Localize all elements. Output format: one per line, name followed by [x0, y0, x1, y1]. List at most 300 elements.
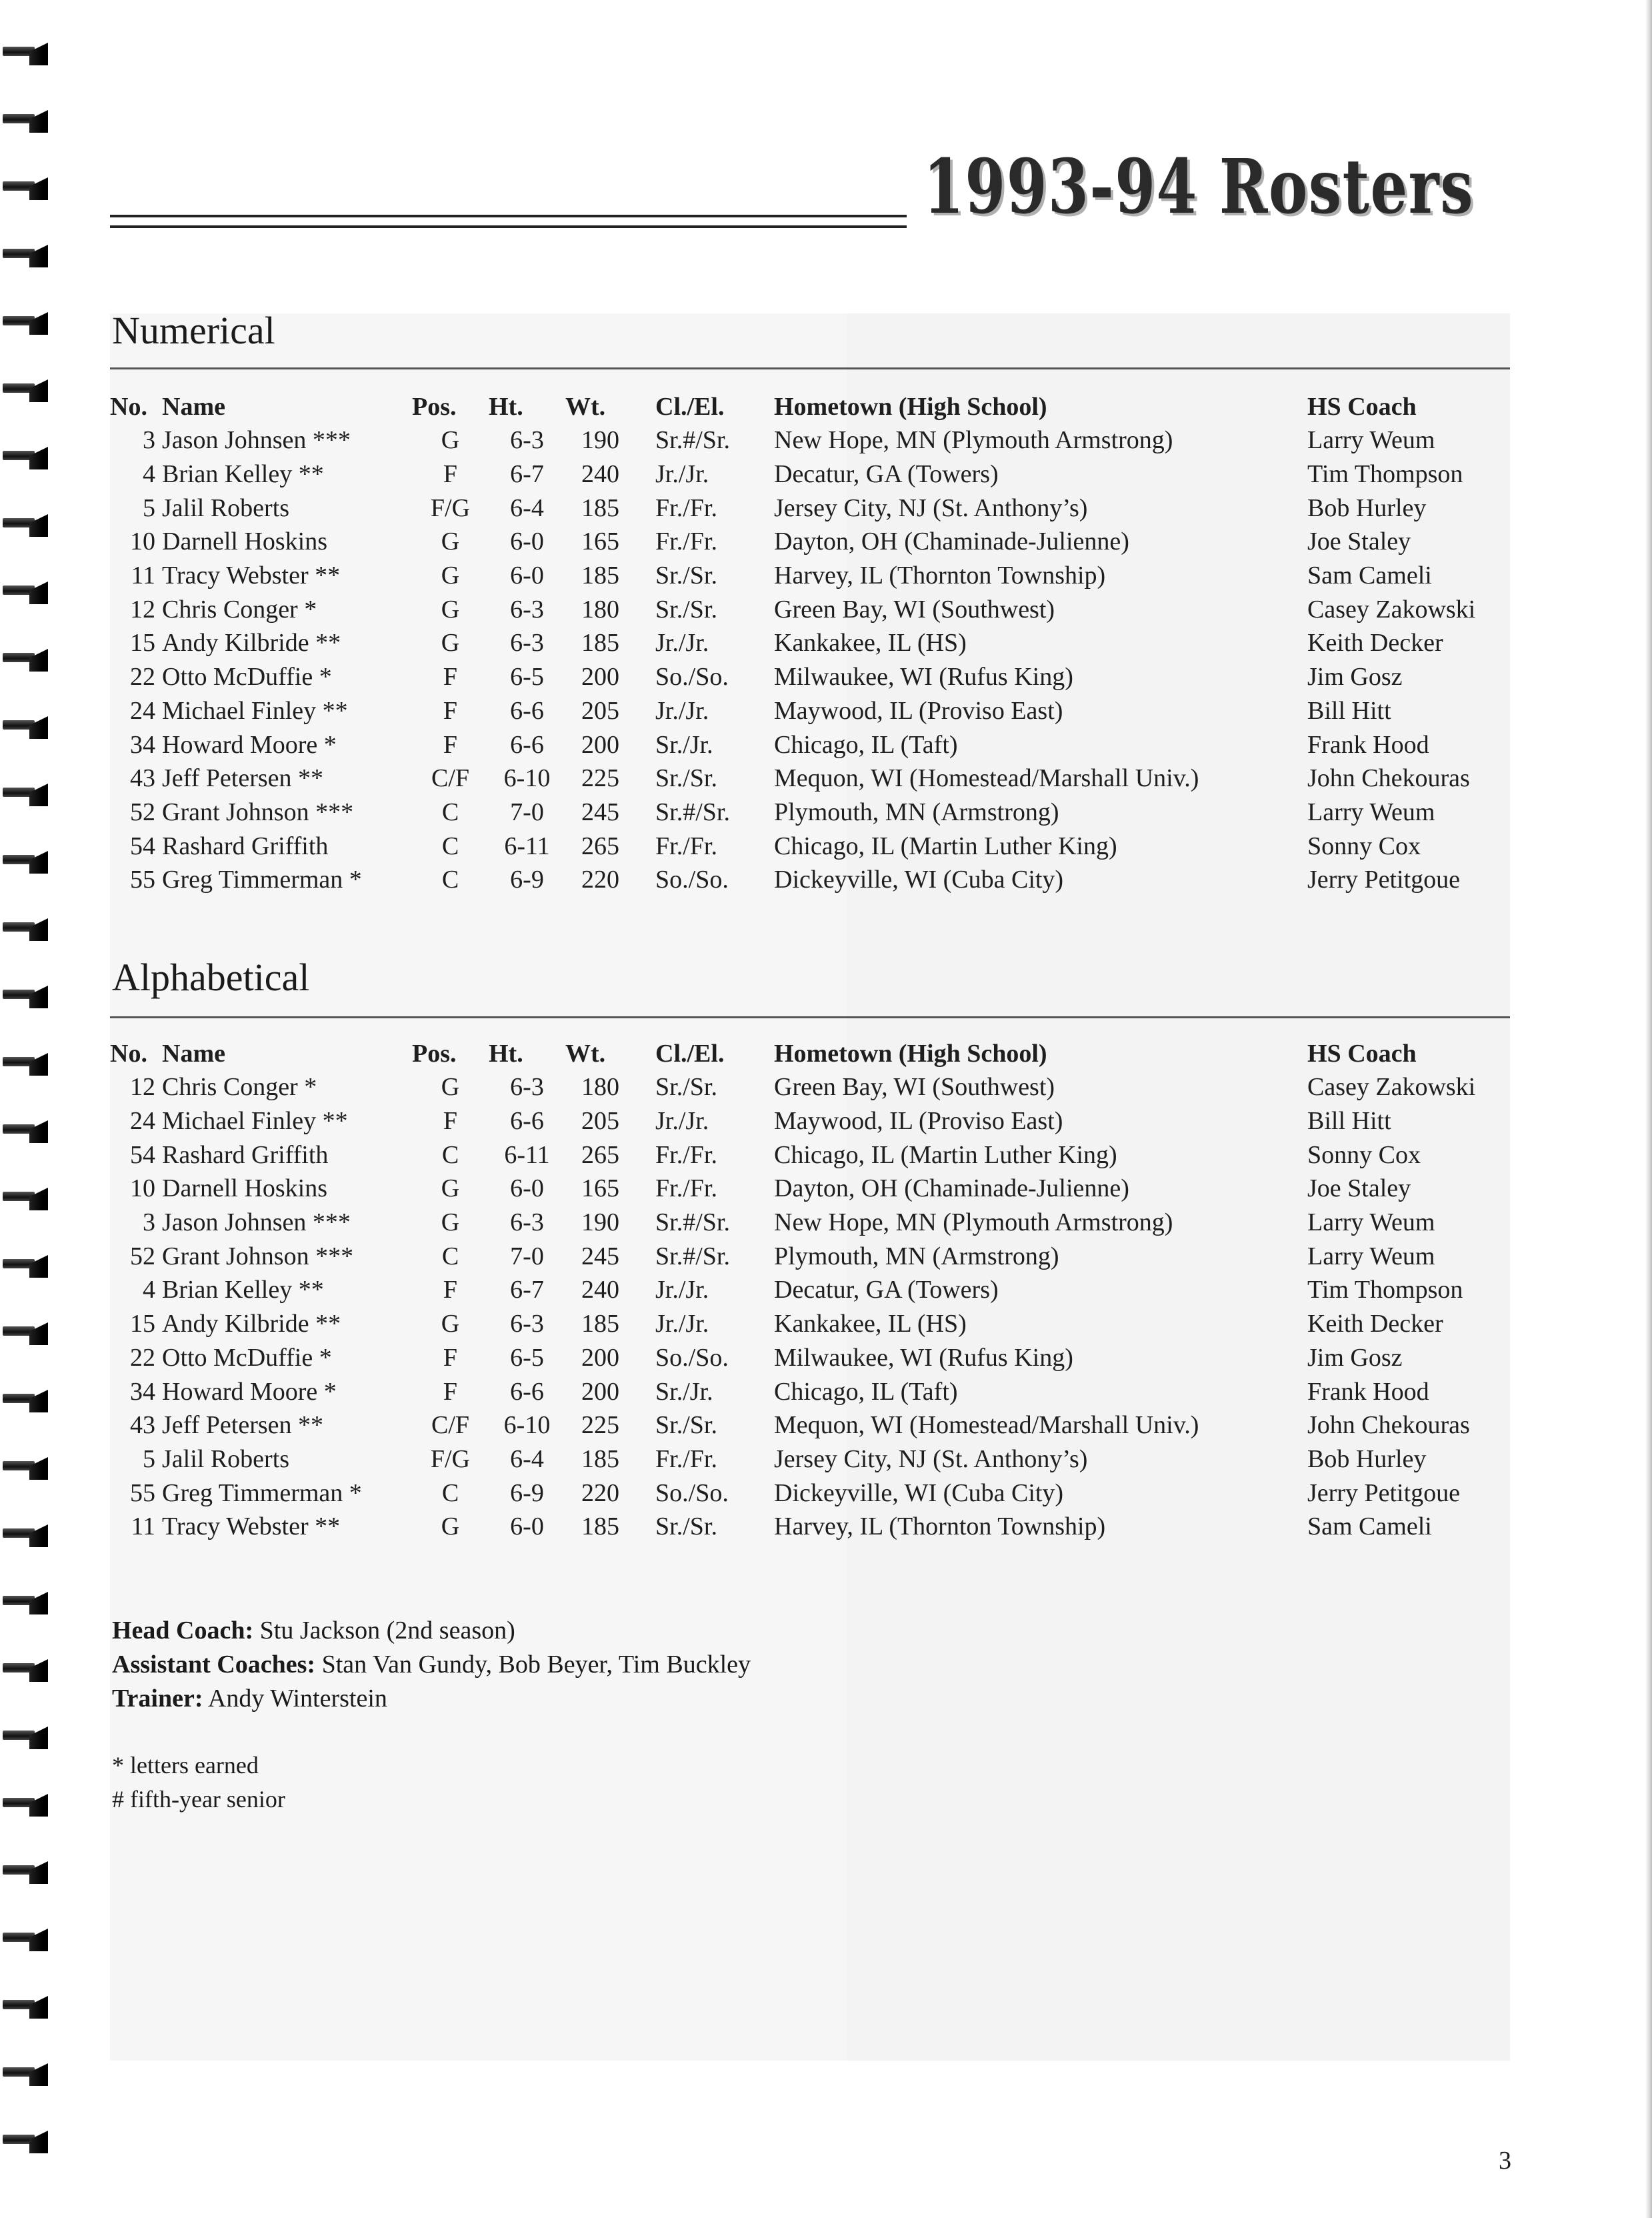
player-hs-coach: Larry Weum: [1307, 798, 1435, 826]
binding-ring: [3, 242, 48, 269]
binding-ring: [3, 1791, 48, 1818]
player-weight: 185: [581, 1512, 619, 1541]
player-class: Fr./Fr.: [655, 527, 717, 556]
table-row: [110, 829, 1507, 863]
player-weight: 185: [581, 493, 619, 522]
player-weight: 205: [581, 1107, 619, 1136]
player-height: 6-11: [504, 832, 550, 860]
player-position: G: [441, 629, 460, 658]
player-weight: 165: [581, 1174, 619, 1203]
player-weight: 185: [581, 1444, 619, 1473]
player-name: Greg Timmerman *: [162, 1478, 362, 1507]
player-hometown: Plymouth, MN (Armstrong): [774, 798, 1059, 826]
player-hs-coach: Larry Weum: [1307, 426, 1435, 455]
player-class: Sr.#/Sr.: [655, 426, 730, 455]
player-number: 4: [143, 1276, 155, 1304]
player-position: F: [443, 1377, 458, 1406]
table-row: [110, 559, 1507, 593]
table-row: [110, 592, 1507, 626]
player-weight: 200: [581, 663, 619, 692]
player-name: Darnell Hoskins: [162, 1174, 328, 1203]
table-row: [110, 1239, 1507, 1273]
table-row: [110, 1104, 1507, 1138]
player-class: Sr.#/Sr.: [655, 1242, 730, 1270]
player-number: 10: [130, 527, 155, 556]
player-name: Tracy Webster **: [162, 562, 341, 590]
player-hometown: Maywood, IL (Proviso East): [774, 696, 1063, 725]
player-weight: 225: [581, 764, 619, 793]
player-weight: 180: [581, 595, 619, 624]
player-class: Sr./Sr.: [655, 1411, 717, 1440]
player-number: 34: [130, 730, 155, 759]
table-row: [110, 626, 1507, 660]
player-height: 6-3: [510, 1208, 544, 1237]
player-number: 43: [130, 764, 155, 793]
player-position: C/F: [431, 764, 470, 793]
player-position: F: [443, 1107, 458, 1136]
player-position: G: [441, 1310, 460, 1338]
player-hs-coach: Joe Staley: [1307, 527, 1411, 556]
player-name: Jeff Petersen **: [162, 764, 324, 793]
player-number: 5: [143, 1444, 155, 1473]
assistant-coaches-label: Assistant Coaches:: [112, 1650, 316, 1679]
player-hometown: Plymouth, MN (Armstrong): [774, 1242, 1059, 1270]
table-header-row: [110, 390, 1507, 423]
binding-ring: [3, 916, 48, 942]
player-name: Jalil Roberts: [162, 1444, 290, 1473]
binding-ring: [3, 983, 48, 1010]
alphabetical-roster-body: [110, 1070, 1507, 1544]
player-weight: 205: [581, 696, 619, 725]
spiral-binding: [0, 40, 53, 2214]
player-name: Otto McDuffie *: [162, 663, 332, 692]
player-height: 6-6: [510, 1377, 544, 1406]
numerical-roster-body: [110, 423, 1507, 897]
table-header-row: [110, 1037, 1507, 1070]
player-height: 6-0: [510, 1512, 544, 1541]
player-weight: 200: [581, 730, 619, 759]
col-name-header: Name: [162, 393, 225, 421]
table-row: [110, 1070, 1507, 1104]
player-hometown: Milwaukee, WI (Rufus King): [774, 1343, 1073, 1372]
coaching-staff: [112, 1614, 751, 1716]
player-number: 12: [130, 595, 155, 624]
player-number: 15: [130, 1310, 155, 1338]
player-height: 6-9: [510, 866, 544, 894]
player-hometown: Maywood, IL (Proviso East): [774, 1107, 1063, 1136]
table-row: [110, 660, 1507, 694]
player-class: Fr./Fr.: [655, 493, 717, 522]
player-position: G: [441, 527, 460, 556]
player-number: 52: [130, 1242, 155, 1270]
player-height: 6-3: [510, 426, 544, 455]
player-number: 12: [130, 1073, 155, 1102]
binding-ring: [3, 1050, 48, 1077]
player-height: 6-7: [510, 1276, 544, 1304]
player-hs-coach: Sonny Cox: [1307, 1140, 1421, 1169]
player-hometown: Chicago, IL (Martin Luther King): [774, 1140, 1117, 1169]
player-hometown: Dickeyville, WI (Cuba City): [774, 1478, 1064, 1507]
player-height: 6-4: [510, 1444, 544, 1473]
player-number: 5: [143, 493, 155, 522]
player-height: 6-3: [510, 1310, 544, 1338]
player-weight: 185: [581, 629, 619, 658]
title-rule: [110, 215, 907, 228]
col-cl-header: Cl./El.: [655, 1040, 725, 1068]
player-weight: 200: [581, 1343, 619, 1372]
col-ht-header: Ht.: [489, 393, 523, 421]
player-number: 52: [130, 798, 155, 826]
player-name: Michael Finley **: [162, 1107, 348, 1136]
binding-ring: [3, 1252, 48, 1279]
player-hometown: Dayton, OH (Chaminade-Julienne): [774, 527, 1129, 556]
col-no-header: No.: [110, 1040, 147, 1068]
binding-ring: [3, 1656, 48, 1683]
player-name: Michael Finley **: [162, 696, 348, 725]
player-name: Jason Johnsen ***: [162, 1208, 351, 1237]
player-height: 6-6: [510, 1107, 544, 1136]
player-class: So./So.: [655, 1343, 729, 1372]
player-hs-coach: Bob Hurley: [1307, 493, 1427, 522]
binding-ring: [3, 377, 48, 403]
player-weight: 240: [581, 460, 619, 489]
player-hs-coach: Casey Zakowski: [1307, 595, 1476, 624]
trainer-line: [112, 1682, 751, 1716]
player-name: Jason Johnsen ***: [162, 426, 351, 455]
table-row: [110, 1138, 1507, 1172]
binding-ring: [3, 1859, 48, 1885]
player-class: Fr./Fr.: [655, 1444, 717, 1473]
player-name: Jeff Petersen **: [162, 1411, 324, 1440]
player-position: C: [441, 832, 459, 860]
player-hs-coach: Frank Hood: [1307, 1377, 1429, 1406]
page-number: 3: [1499, 2147, 1511, 2175]
player-name: Andy Kilbride **: [162, 1310, 341, 1338]
player-hometown: Decatur, GA (Towers): [774, 460, 999, 489]
binding-ring: [3, 646, 48, 673]
player-hometown: Chicago, IL (Martin Luther King): [774, 832, 1117, 860]
player-hs-coach: Jim Gosz: [1307, 663, 1403, 692]
alphabetical-rule: [110, 1016, 1510, 1018]
player-hs-coach: Larry Weum: [1307, 1242, 1435, 1270]
col-coach-header: HS Coach: [1307, 393, 1417, 421]
player-weight: 245: [581, 1242, 619, 1270]
table-row: [110, 1408, 1507, 1442]
table-row: [110, 1172, 1507, 1206]
player-hometown: Green Bay, WI (Southwest): [774, 595, 1055, 624]
player-weight: 190: [581, 1208, 619, 1237]
player-position: F: [443, 730, 458, 759]
player-weight: 220: [581, 1478, 619, 1507]
binding-ring: [3, 1387, 48, 1414]
player-name: Andy Kilbride **: [162, 629, 341, 658]
binding-ring: [3, 1993, 48, 2020]
player-name: Chris Conger *: [162, 1073, 317, 1102]
table-row: [110, 1206, 1507, 1240]
player-hometown: Decatur, GA (Towers): [774, 1276, 999, 1304]
player-name: Jalil Roberts: [162, 493, 290, 522]
player-name: Grant Johnson ***: [162, 798, 354, 826]
trainer-label: Trainer:: [112, 1685, 203, 1713]
player-hs-coach: Casey Zakowski: [1307, 1073, 1476, 1102]
player-hometown: Dickeyville, WI (Cuba City): [774, 866, 1064, 894]
player-hometown: Milwaukee, WI (Rufus King): [774, 663, 1073, 692]
binding-ring: [3, 579, 48, 606]
player-number: 22: [130, 663, 155, 692]
player-height: 7-0: [510, 1242, 544, 1270]
player-weight: 200: [581, 1377, 619, 1406]
player-hs-coach: Tim Thompson: [1307, 1276, 1463, 1304]
player-hometown: New Hope, MN (Plymouth Armstrong): [774, 1208, 1173, 1237]
player-number: 55: [130, 1478, 155, 1507]
player-weight: 185: [581, 1310, 619, 1338]
player-hometown: New Hope, MN (Plymouth Armstrong): [774, 426, 1173, 455]
player-class: Sr./Sr.: [655, 1073, 717, 1102]
player-height: 6-7: [510, 460, 544, 489]
binding-ring: [3, 175, 48, 201]
player-hometown: Chicago, IL (Taft): [774, 730, 958, 759]
player-position: G: [441, 562, 460, 590]
player-class: Fr./Fr.: [655, 1140, 717, 1169]
col-ht-header: Ht.: [489, 1040, 523, 1068]
binding-ring: [3, 2061, 48, 2087]
player-class: Jr./Jr.: [655, 1276, 709, 1304]
player-class: Sr./Sr.: [655, 595, 717, 624]
player-hometown: Jersey City, NJ (St. Anthony’s): [774, 1444, 1088, 1473]
player-class: Jr./Jr.: [655, 629, 709, 658]
player-hometown: Jersey City, NJ (St. Anthony’s): [774, 493, 1088, 522]
player-class: So./So.: [655, 866, 729, 894]
player-height: 6-10: [503, 764, 551, 793]
player-hs-coach: Bill Hitt: [1307, 1107, 1391, 1136]
binding-ring: [3, 714, 48, 740]
player-hometown: Mequon, WI (Homestead/Marshall Univ.): [774, 764, 1199, 793]
player-number: 54: [130, 832, 155, 860]
player-hs-coach: Jerry Petitgoue: [1307, 866, 1461, 894]
player-hometown: Mequon, WI (Homestead/Marshall Univ.): [774, 1411, 1199, 1440]
player-class: Fr./Fr.: [655, 1174, 717, 1203]
player-number: 3: [143, 426, 155, 455]
player-height: 6-3: [510, 595, 544, 624]
player-weight: 185: [581, 562, 619, 590]
player-height: 6-6: [510, 696, 544, 725]
player-number: 11: [131, 1512, 155, 1541]
player-position: C: [441, 1242, 459, 1270]
binding-ring: [3, 1589, 48, 1616]
table-row: [110, 1442, 1507, 1476]
table-row: [110, 1307, 1507, 1341]
player-number: 43: [130, 1411, 155, 1440]
player-name: Tracy Webster **: [162, 1512, 341, 1541]
player-hometown: Dayton, OH (Chaminade-Julienne): [774, 1174, 1129, 1203]
player-class: Fr./Fr.: [655, 832, 717, 860]
player-height: 6-3: [510, 1073, 544, 1102]
player-name: Brian Kelley **: [162, 1276, 324, 1304]
player-class: Sr./Sr.: [655, 764, 717, 793]
player-position: C: [441, 798, 459, 826]
binding-ring: [3, 848, 48, 875]
binding-ring: [3, 2128, 48, 2155]
table-row: [110, 491, 1507, 525]
col-hometown-header: Hometown (High School): [774, 1040, 1047, 1068]
col-wt-header: Wt.: [565, 1040, 606, 1068]
player-position: F: [443, 1276, 458, 1304]
player-height: 6-0: [510, 527, 544, 556]
player-number: 3: [143, 1208, 155, 1237]
alphabetical-roster-table: [110, 1037, 1507, 1544]
binding-ring: [3, 1724, 48, 1751]
assistant-coaches-line: [112, 1648, 751, 1682]
table-row: [110, 1510, 1507, 1544]
table-row: [110, 728, 1507, 762]
player-class: Sr./Sr.: [655, 562, 717, 590]
player-height: 6-5: [510, 1343, 544, 1372]
head-coach-label: Head Coach:: [112, 1616, 254, 1644]
col-pos-header: Pos.: [412, 393, 457, 421]
binding-ring: [3, 1522, 48, 1548]
player-hometown: Kankakee, IL (HS): [774, 1310, 967, 1338]
col-pos-header: Pos.: [412, 1040, 457, 1068]
player-number: 24: [130, 1107, 155, 1136]
player-name: Brian Kelley **: [162, 460, 324, 489]
player-hs-coach: Keith Decker: [1307, 1310, 1443, 1338]
player-hs-coach: Sam Cameli: [1307, 1512, 1432, 1541]
player-name: Howard Moore *: [162, 730, 337, 759]
player-name: Otto McDuffie *: [162, 1343, 332, 1372]
player-hs-coach: John Chekouras: [1307, 764, 1470, 793]
player-height: 6-5: [510, 663, 544, 692]
player-height: 6-3: [510, 629, 544, 658]
player-position: F/G: [430, 1444, 471, 1473]
table-row: [110, 1476, 1507, 1510]
player-number: 55: [130, 866, 155, 894]
player-class: Jr./Jr.: [655, 696, 709, 725]
player-position: G: [441, 1208, 460, 1237]
numerical-heading: Numerical: [112, 309, 275, 352]
player-weight: 180: [581, 1073, 619, 1102]
player-weight: 190: [581, 426, 619, 455]
page-title: 1993-94 Rosters: [923, 143, 1474, 231]
table-row: [110, 762, 1507, 796]
player-number: 22: [130, 1343, 155, 1372]
numerical-roster-table: [110, 390, 1507, 897]
player-position: F: [443, 460, 458, 489]
player-hs-coach: Sonny Cox: [1307, 832, 1421, 860]
player-name: Rashard Griffith: [162, 832, 329, 860]
binding-ring: [3, 107, 48, 134]
binding-ring: [3, 511, 48, 538]
binding-ring: [3, 1926, 48, 1953]
player-number: 11: [131, 562, 155, 590]
player-class: Sr.#/Sr.: [655, 1208, 730, 1237]
player-position: G: [441, 426, 460, 455]
table-row: [110, 457, 1507, 491]
table-row: [110, 694, 1507, 728]
player-hs-coach: Larry Weum: [1307, 1208, 1435, 1237]
player-class: Sr./Jr.: [655, 730, 713, 759]
player-position: F: [443, 1343, 458, 1372]
player-height: 6-4: [510, 493, 544, 522]
numerical-rule: [110, 367, 1510, 369]
player-number: 24: [130, 696, 155, 725]
head-coach-line: [112, 1614, 751, 1648]
player-hometown: Kankakee, IL (HS): [774, 629, 967, 658]
binding-ring: [3, 1320, 48, 1346]
player-class: Jr./Jr.: [655, 1310, 709, 1338]
binding-ring: [3, 1454, 48, 1481]
player-hs-coach: Bill Hitt: [1307, 696, 1391, 725]
player-weight: 225: [581, 1411, 619, 1440]
player-hs-coach: Frank Hood: [1307, 730, 1429, 759]
player-class: So./So.: [655, 1478, 729, 1507]
binding-ring: [3, 1118, 48, 1144]
player-height: 6-6: [510, 730, 544, 759]
player-hs-coach: Tim Thompson: [1307, 460, 1463, 489]
player-weight: 220: [581, 866, 619, 894]
player-hs-coach: John Chekouras: [1307, 1411, 1470, 1440]
footnotes: [112, 1749, 285, 1817]
table-row: [110, 525, 1507, 559]
player-name: Rashard Griffith: [162, 1140, 329, 1169]
player-height: 6-11: [504, 1140, 550, 1169]
binding-ring: [3, 781, 48, 808]
player-hometown: Harvey, IL (Thornton Township): [774, 562, 1106, 590]
player-position: G: [441, 595, 460, 624]
player-hs-coach: Jim Gosz: [1307, 1343, 1403, 1372]
player-position: G: [441, 1073, 460, 1102]
page-edge: [1645, 0, 1652, 2218]
player-position: C: [441, 1140, 459, 1169]
player-position: C: [441, 866, 459, 894]
player-height: 6-9: [510, 1478, 544, 1507]
player-position: F/G: [430, 493, 471, 522]
head-coach-value: Stu Jackson (2nd season): [259, 1616, 515, 1644]
player-number: 10: [130, 1174, 155, 1203]
player-class: Sr.#/Sr.: [655, 798, 730, 826]
player-height: 7-0: [510, 798, 544, 826]
player-hometown: Chicago, IL (Taft): [774, 1377, 958, 1406]
player-position: F: [443, 696, 458, 725]
player-hometown: Harvey, IL (Thornton Township): [774, 1512, 1106, 1541]
table-row: [110, 796, 1507, 830]
binding-ring: [3, 40, 48, 67]
binding-ring: [3, 444, 48, 471]
player-hs-coach: Jerry Petitgoue: [1307, 1478, 1461, 1507]
col-coach-header: HS Coach: [1307, 1040, 1417, 1068]
table-row: [110, 1374, 1507, 1408]
table-row: [110, 1273, 1507, 1307]
player-weight: 265: [581, 1140, 619, 1169]
player-name: Greg Timmerman *: [162, 866, 362, 894]
player-hs-coach: Joe Staley: [1307, 1174, 1411, 1203]
col-name-header: Name: [162, 1040, 225, 1068]
trainer-value: Andy Winterstein: [207, 1685, 387, 1713]
table-row: [110, 1341, 1507, 1375]
table-row: [110, 423, 1507, 457]
player-hs-coach: Bob Hurley: [1307, 1444, 1427, 1473]
player-position: G: [441, 1512, 460, 1541]
player-weight: 165: [581, 527, 619, 556]
player-number: 4: [143, 460, 155, 489]
player-name: Darnell Hoskins: [162, 527, 328, 556]
player-number: 34: [130, 1377, 155, 1406]
player-position: C: [441, 1478, 459, 1507]
player-class: Sr./Sr.: [655, 1512, 717, 1541]
binding-ring: [3, 1185, 48, 1212]
player-hs-coach: Keith Decker: [1307, 629, 1443, 658]
player-name: Howard Moore *: [162, 1377, 337, 1406]
assistant-coaches-value: Stan Van Gundy, Bob Beyer, Tim Buckley: [321, 1650, 751, 1679]
